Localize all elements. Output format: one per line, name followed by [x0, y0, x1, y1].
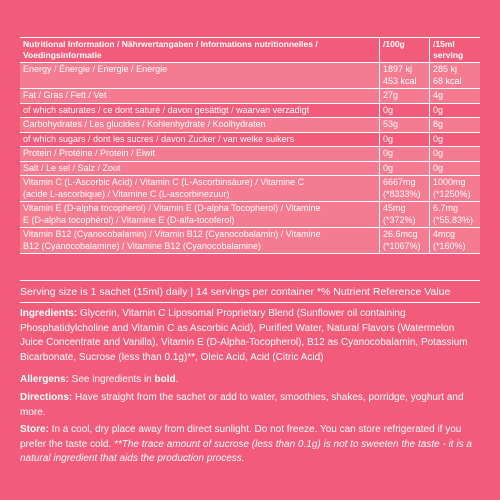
header-name-cell [20, 38, 380, 62]
per15-value-line: 0g [433, 133, 444, 144]
nutrient-name-line: Energy / Énergie / Energie / Energie [23, 64, 168, 74]
header-per15-line: serving [433, 50, 464, 60]
nutrient-name-cell [20, 176, 380, 201]
store-paragraph [20, 423, 480, 467]
nutrient-name-line: of which saturates / ce dont saturé / davon gesättigt / waarvan verzadigt [23, 104, 310, 115]
nutrition-table-header [20, 38, 480, 63]
per15-value-line: 0g [433, 148, 444, 158]
per100-value-cell [380, 63, 430, 88]
nutrient-name-line: Salt / Le sel / Salz / Zout [23, 162, 121, 173]
allergens-bold-word: bold [154, 374, 176, 385]
nutrition-row [20, 176, 480, 202]
allergens-end: . [175, 374, 179, 385]
per100-value-line: (*372%) [383, 214, 416, 225]
per15-value-cell [430, 228, 480, 253]
per15-value-line: 4mcg [433, 229, 456, 239]
per15-value-line: 0g [433, 104, 444, 115]
per15-value-line: (*160%) [433, 240, 466, 251]
nutrition-row [20, 133, 480, 148]
per15-value-line: 68 kcal [433, 75, 462, 86]
directions-label: Directions: [20, 392, 73, 403]
per100-value-cell [380, 147, 430, 161]
section-divider [20, 280, 480, 281]
nutrient-name-line: Protein / Protéine / Protein / Eiwit [23, 148, 156, 158]
per100-value-line: 45mg [383, 203, 406, 213]
nutrient-name-line: (acide L-ascorbique) / Vitamine C (L-ascorbinezuur) [23, 188, 230, 199]
directions-paragraph [20, 391, 480, 420]
per100-value-cell [380, 104, 430, 118]
per100-value-line: (*1067%) [383, 240, 421, 251]
per15-value-cell [430, 147, 480, 161]
per100-value-cell [380, 176, 430, 201]
per100-value-cell [380, 133, 430, 147]
header-per15-line: /15ml [433, 39, 455, 49]
per100-value-line: 6667mg [383, 177, 416, 187]
nutrient-name-cell [20, 104, 380, 118]
per15-value-line: 4g [433, 90, 444, 100]
per100-value-line: 0g [383, 133, 394, 144]
nutrient-name-line: Fat / Gras / Fett / Vet [23, 90, 107, 100]
nutrient-name-line: of which sugars / dont les sucres / davon Zucker / van welke suikers [23, 133, 295, 144]
header-per15-cell [430, 38, 480, 62]
nutrient-name-line: B12 (Cyanocobalamine) / Vitamine B12 (Cyanocobalamine) [23, 240, 261, 251]
per100-value-cell [380, 162, 430, 176]
nutrient-name-line: Carbohydrates / Les glucides / Kohlenhydrate / Koolhydraten [23, 119, 266, 129]
nutrition-row [20, 147, 480, 162]
per15-value-line: 1000mg [433, 177, 466, 187]
per100-value-line: 1897 kj [383, 64, 413, 74]
per100-value-line: 0g [383, 148, 394, 158]
per15-value-cell [430, 176, 480, 201]
per100-value-cell [380, 202, 430, 227]
nutrition-row [20, 63, 480, 89]
nutrition-row [20, 89, 480, 104]
per15-value-cell [430, 118, 480, 132]
nutrition-row [20, 118, 480, 133]
nutrient-name-line: E (D-alpha tocophérol) / Vitamine E (D-alfa-tocoferol) [23, 214, 235, 225]
nutrition-row [20, 228, 480, 254]
directions-text: Have straight from the sachet or add to water, smoothies, shakes, porridge, yoghurt and more. [20, 392, 464, 418]
per15-value-cell [430, 133, 480, 147]
per100-value-line: (*8333%) [383, 188, 421, 199]
per100-value-line: 27g [383, 90, 399, 100]
per100-value-line: 53g [383, 119, 399, 129]
per100-value-line: 0g [383, 104, 394, 115]
nutrient-name-cell [20, 118, 380, 132]
nutrient-name-line: Vitamin E (D-alpha tocopherol) / Vitamin E (D-alpha Tocopherol) / Vitamine [23, 203, 321, 213]
per100-value-line: 453 kcal [383, 75, 417, 86]
per100-value-cell [380, 89, 430, 103]
allergens-paragraph [20, 373, 480, 388]
per15-value-line: 6.7mg [433, 203, 459, 213]
per100-value-line: 26.6mcg [383, 229, 418, 239]
per15-value-cell [430, 89, 480, 103]
header-name-line: Voedingsinformatie [23, 50, 102, 60]
per15-value-line: 8g [433, 119, 444, 129]
allergens-text: See ingredients in [68, 374, 155, 385]
nutrient-name-cell [20, 147, 380, 161]
nutrition-row [20, 202, 480, 228]
per15-value-line: 285 kj [433, 64, 458, 74]
store-label: Store: [20, 424, 49, 435]
store-footnote: **The trace amount of sucrose (less than 0.1g) is not to sweeten the taste - it is a natural ingredient that aids the production process. [20, 438, 472, 464]
per15-value-line: (*55.83%) [433, 214, 474, 225]
store-text: In a cool, dry place away from direct sunlight. Do not freeze. You can store refrigerated if you prefer the taste cold. [20, 424, 462, 450]
nutrition-row [20, 162, 480, 177]
nutrient-name-cell [20, 63, 380, 88]
nutrient-name-cell [20, 133, 380, 147]
ingredients-paragraph [20, 307, 480, 365]
header-per100-cell: /100g [380, 38, 430, 62]
nutrient-name-cell [20, 228, 380, 253]
section-divider [20, 302, 480, 303]
per15-value-cell [430, 162, 480, 176]
nutrient-name-line: Vitamin C (L-Ascorbic Acid) / Vitamin C (L-Ascorbinsäure) / Vitamine C [23, 177, 305, 187]
ingredients-label: Ingredients: [20, 308, 78, 319]
header-name-line: Nutritional Information / Nährwertangaben / Informations nutritionnelles / [23, 39, 318, 49]
nutrient-name-line: Vitamin B12 (Cyanocobalamin) / Vitamin B12 (Cyanocobalamin) / Vitamine [23, 229, 321, 239]
per15-value-cell [430, 63, 480, 88]
per100-value-cell [380, 118, 430, 132]
per15-value-line: (*1250%) [433, 188, 471, 199]
per100-value-cell [380, 228, 430, 253]
per15-value-cell [430, 202, 480, 227]
nutrient-name-cell [20, 162, 380, 176]
per15-value-cell [430, 104, 480, 118]
serving-size-text: Serving size is 1 sachet (15ml) daily | 14 servings per container *% Nutrient Reference Value [20, 286, 451, 298]
nutrient-name-cell [20, 89, 380, 103]
nutrition-row [20, 104, 480, 119]
per100-value-line: 0g [383, 162, 394, 173]
ingredients-text: Glycerin, Vitamin C Liposomal Proprietary Blend (Sunflower oil containing Phosphatidylcholine and Vitamin C as Ascorbic Acid), Purified Water, Natural Flavors (Watermelon Juice Concentrate and Vanilla), Vitamin E (D-Alpha-Tocopherol), B12 as Cyanocobalamin, Potassium Bicarbonate, Sucrose (less than 0.1g)**, Oleic Acid, Acid (Citric Acid) [20, 308, 468, 363]
nutrient-name-cell [20, 202, 380, 227]
allergens-label: Allergens: [20, 374, 69, 385]
per15-value-line: 0g [433, 162, 444, 173]
nutrition-table [20, 37, 480, 254]
